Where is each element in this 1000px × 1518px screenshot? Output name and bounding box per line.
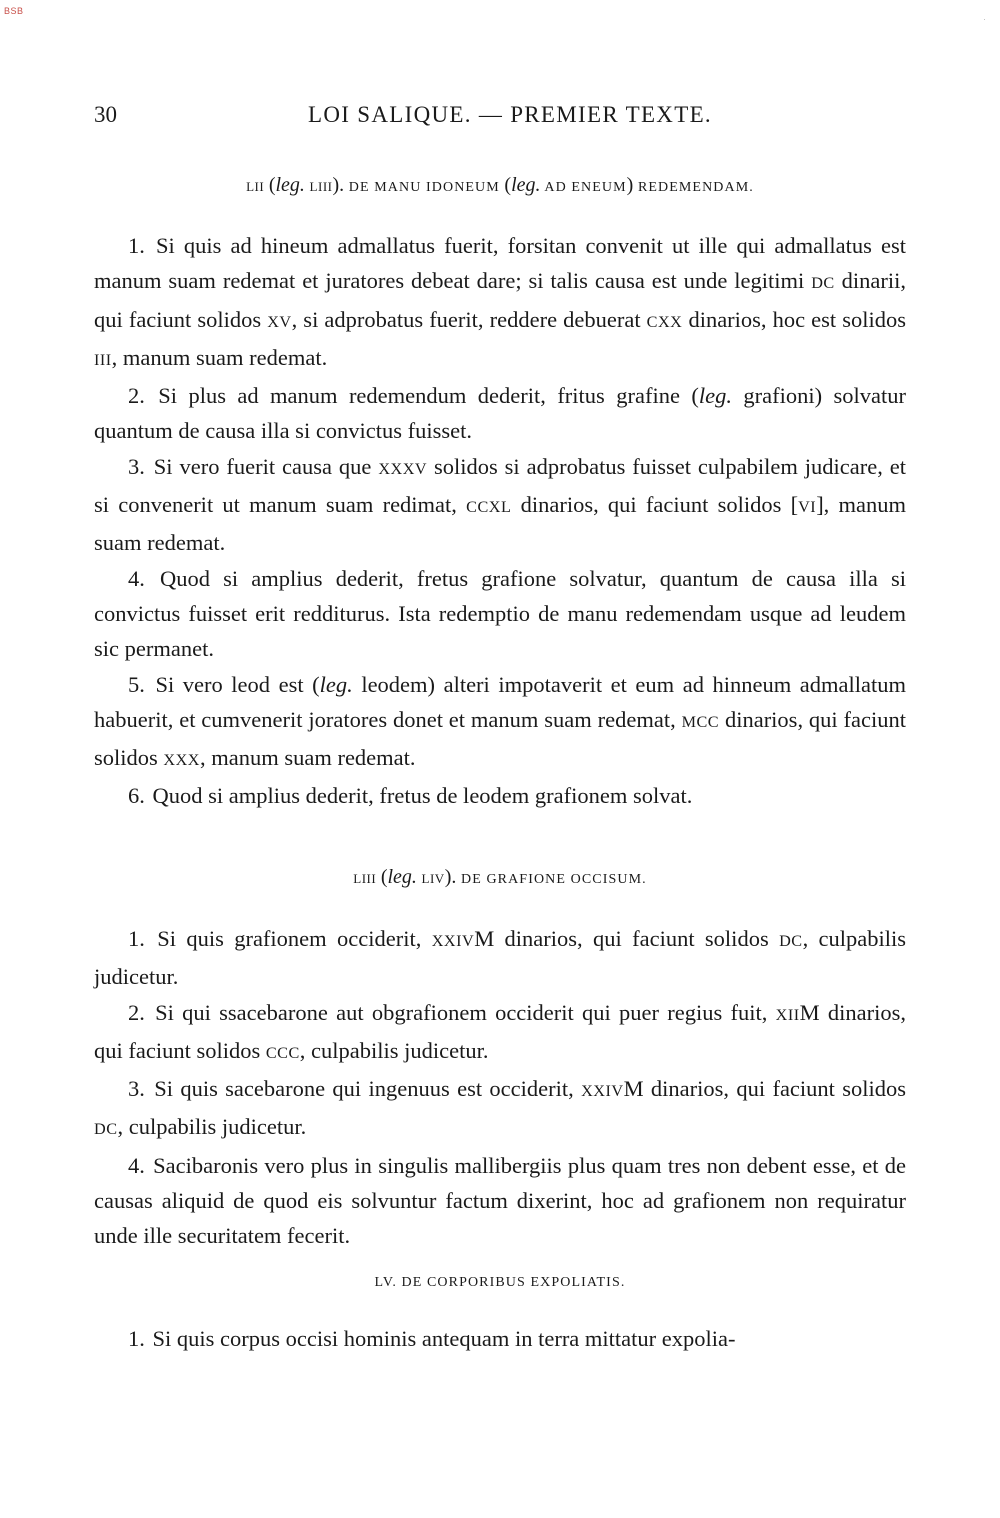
heading-leg: leg. xyxy=(387,866,417,888)
paragraph-4 xyxy=(94,561,906,667)
paragraph-text: ], manum suam redemat. xyxy=(94,492,907,556)
running-header xyxy=(94,102,906,132)
paragraph-number: 3. xyxy=(128,1076,145,1102)
numeral: VI xyxy=(798,498,817,517)
numeral: XXXV xyxy=(378,459,428,478)
paragraph-number: 4. xyxy=(128,1152,145,1178)
numeral: CCXL xyxy=(466,498,512,517)
paragraph-text: , culpabilis judicetur. xyxy=(117,1114,307,1140)
paragraph-1 xyxy=(94,1321,906,1356)
corner-mark: · xyxy=(983,14,986,24)
heading-title-b: AD ENEUM xyxy=(544,180,627,195)
paragraph-text: M dinarios, qui faciunt solidos xyxy=(474,926,769,951)
paragraph-text: , manum suam redemat. xyxy=(199,745,416,771)
heading-leg: leg. xyxy=(275,174,305,196)
paragraph-text: Quod si amplius dederit, fretus grafione solvatur, quantum de causa illa si convictus fuisset erit redditurus. Ista redemptio de manu redemendam usque ad leudem sic permanet. xyxy=(94,565,906,662)
paragraph-number: 6. xyxy=(128,783,145,809)
paragraph-1 xyxy=(94,921,906,995)
numeral: MCC xyxy=(681,712,720,731)
numeral: XV xyxy=(267,312,292,331)
section-53-body xyxy=(94,921,906,1254)
heading-number: LII xyxy=(246,179,265,194)
heading-paren-close: ). xyxy=(332,174,345,196)
numeral: DC xyxy=(779,932,803,950)
paragraph-text: dinarios, qui faciunt solidos [ xyxy=(520,492,799,518)
heading-paren2-open: ( xyxy=(504,174,512,196)
paragraph-text: , culpabilis judicetur. xyxy=(299,1037,489,1063)
paragraph-text: dinarios, qui faciunt solidos xyxy=(94,706,907,771)
paragraph-text: leodem) alteri impotaverit et eum ad hinneum admallatum habuerit, et cumvenerit joratores donet et manum suam redemat, xyxy=(94,671,907,732)
paragraph-text: dinarios, hoc est solidos xyxy=(688,306,907,332)
section-55-heading xyxy=(94,1275,906,1291)
section-53-heading xyxy=(94,866,906,889)
paragraph-text: M dinarios, qui faciunt solidos xyxy=(623,1076,907,1102)
numeral: CCC xyxy=(265,1043,300,1062)
paragraph-number: 1. xyxy=(128,1326,145,1351)
heading-number: LIII xyxy=(353,871,377,886)
numeral: III xyxy=(94,350,112,369)
paragraph-5 xyxy=(94,667,906,779)
paragraph-6 xyxy=(94,778,906,813)
heading-title-a: DE MANU IDONEUM xyxy=(348,180,500,195)
paragraph-4 xyxy=(94,1148,906,1254)
leg-abbrev: leg. xyxy=(698,383,732,409)
numeral: XII xyxy=(775,1005,800,1024)
heading-title: DE GRAFIONE OCCISUM. xyxy=(460,872,647,887)
library-watermark: BSB xyxy=(4,6,24,16)
leg-abbrev: leg. xyxy=(319,671,353,697)
numeral: DC xyxy=(811,274,835,293)
paragraph-text: solidos si adprobatus fuisset culpabilem judicare, et si convenerit ut manum suam redimat, xyxy=(94,453,907,518)
heading-title: LV. DE CORPORIBUS EXPOLIATIS. xyxy=(374,1275,626,1290)
paragraph-text: M dinarios, qui faciunt solidos xyxy=(94,999,907,1063)
section-52-body xyxy=(94,228,906,814)
paragraph-text: grafioni) solvatur quantum de causa illa si convictus fuisset. xyxy=(94,383,907,444)
paragraph-text: Si quis sacebarone qui ingenuus est occiderit, xyxy=(154,1076,574,1102)
paragraph-text: , culpabilis judicetur. xyxy=(94,926,907,990)
numeral: DC xyxy=(94,1120,118,1139)
paragraph-number: 5. xyxy=(128,671,145,697)
paragraph-text: Si vero fuerit causa que xyxy=(153,453,372,479)
heading-paren-open: ( xyxy=(268,174,276,196)
numeral: XXIV xyxy=(581,1082,624,1101)
paragraph-3 xyxy=(94,1071,906,1148)
heading-paren-close: ). xyxy=(444,866,457,888)
paragraph-3 xyxy=(94,449,906,561)
paragraph-number: 2. xyxy=(128,383,145,409)
paragraph-number: 1. xyxy=(128,233,145,258)
paragraph-text: Si quis ad hineum admallatus fuerit, forsitan convenit ut ille qui admallatus est manum suam redemat et juratores debeat dare; si talis causa est unde legitimi xyxy=(94,233,907,294)
numeral: XXIV xyxy=(431,932,475,950)
numeral: CXX xyxy=(646,312,683,331)
running-title: LOI SALIQUE. — PREMIER TEXTE. xyxy=(308,102,712,127)
heading-leg-ref: LIV xyxy=(421,871,445,886)
paragraph-text: , manum suam redemat. xyxy=(111,344,328,370)
numeral: XXX xyxy=(163,751,200,770)
paragraph-text: Quod si amplius dederit, fretus de leodem grafionem solvat. xyxy=(152,783,693,809)
heading-paren2-close: ) xyxy=(626,174,634,196)
paragraph-number: 2. xyxy=(128,999,145,1025)
paragraph-2 xyxy=(94,995,906,1072)
paragraph-text: Sacibaronis vero plus in singulis mallibergiis plus quam tres non debent esse, et de causas aliquid de quod eis solvuntur factum dixerint, hoc ad grafionem non requiratur unde ille securitatem fecerit. xyxy=(94,1152,907,1249)
paragraph-text: Si plus ad manum redemendum dederit, fritus grafine ( xyxy=(158,383,699,409)
paragraph-number: 4. xyxy=(128,565,145,591)
heading-leg-2: leg. xyxy=(511,174,541,196)
paragraph-number: 1. xyxy=(128,926,145,951)
page-number: 30 xyxy=(94,102,117,127)
paragraph-text: Si quis grafionem occiderit, xyxy=(157,926,422,951)
paragraph-text: dinarii, qui faciunt solidos xyxy=(94,268,907,332)
paragraph-text: , si adprobatus fuerit, reddere debuerat xyxy=(291,306,641,332)
section-55-body xyxy=(94,1321,906,1356)
paragraph-2 xyxy=(94,378,906,449)
paragraph-text: Si quis corpus occisi hominis antequam in terra mittatur expolia- xyxy=(152,1326,736,1351)
heading-paren-open: ( xyxy=(380,866,388,888)
section-52-heading xyxy=(94,174,906,197)
heading-leg-ref: LIII xyxy=(309,179,333,194)
paragraph-text: Si vero leod est ( xyxy=(155,671,320,697)
heading-title-c: REDEMENDAM. xyxy=(637,180,754,195)
paragraph-1 xyxy=(94,228,906,378)
paragraph-text: Si qui ssacebarone aut obgrafionem occiderit qui puer regius fuit, xyxy=(155,999,768,1025)
paragraph-number: 3. xyxy=(128,453,145,479)
